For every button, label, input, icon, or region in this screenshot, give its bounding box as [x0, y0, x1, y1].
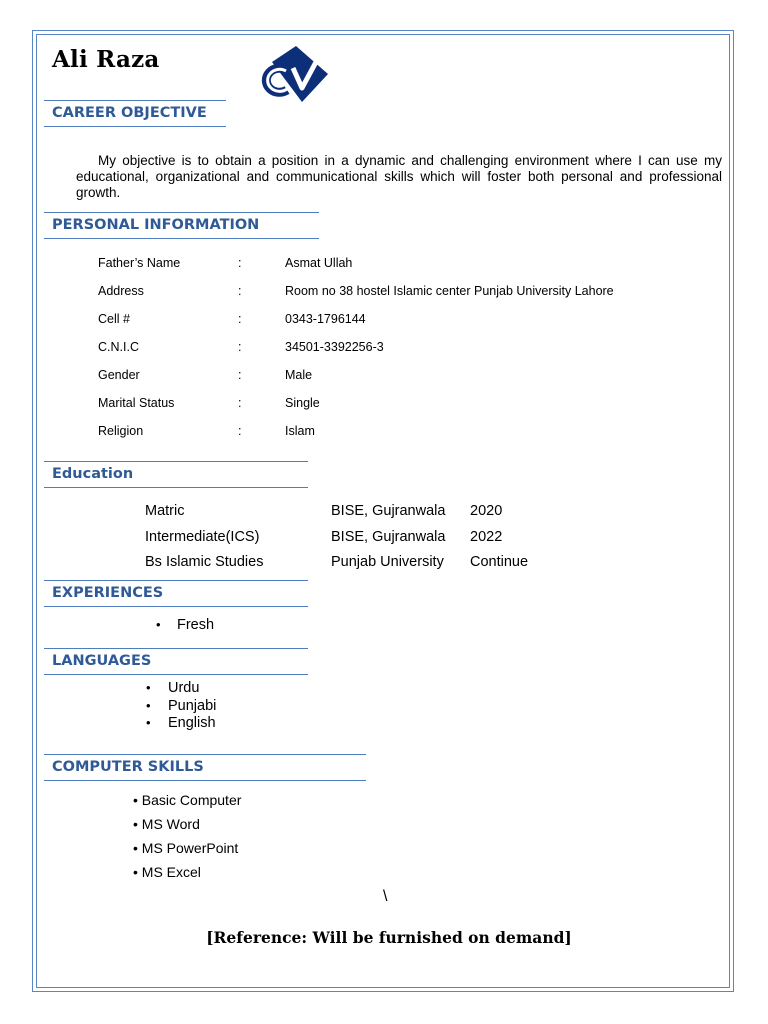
language-text: English: [168, 715, 216, 731]
career-objective-text: [76, 153, 722, 201]
info-separator: :: [238, 424, 242, 438]
list-item-skill: [133, 791, 241, 809]
info-label: C.N.I.C: [98, 340, 139, 354]
education-degree: Bs Islamic Studies: [145, 554, 264, 570]
section-header-experiences: EXPERIENCES: [44, 580, 308, 607]
info-value: Room no 38 hostel Islamic center Punjab University Lahore: [285, 284, 614, 298]
list-item-skill: [133, 839, 238, 857]
info-value: Asmat Ullah: [285, 256, 353, 270]
info-separator: :: [238, 396, 242, 410]
bullet-icon: •: [133, 840, 138, 856]
section-header-computer-skills: COMPUTER SKILLS: [44, 754, 366, 781]
education-board: BISE, Gujranwala: [331, 529, 446, 545]
bullet-icon: •: [146, 715, 151, 730]
bullet-icon: •: [146, 680, 151, 695]
list-item-skill: [133, 815, 200, 833]
education-degree: Intermediate(ICS): [145, 529, 260, 545]
education-board: BISE, Gujranwala: [331, 503, 446, 519]
reference-note: [Reference: Will be furnished on demand]: [206, 928, 572, 947]
bullet-icon: •: [146, 698, 151, 713]
info-label: Cell #: [98, 312, 130, 326]
stray-backslash: \: [383, 888, 388, 905]
info-separator: :: [238, 340, 242, 354]
info-separator: :: [238, 368, 242, 382]
bullet-icon: •: [133, 792, 138, 808]
info-value: Islam: [285, 424, 315, 438]
list-item-skill: [133, 863, 201, 881]
info-label: Religion: [98, 424, 144, 438]
section-header-languages: LANGUAGES: [44, 648, 308, 675]
info-value: 34501-3392256-3: [285, 340, 384, 354]
section-header-education: Education: [44, 461, 308, 488]
bullet-icon: •: [133, 816, 138, 832]
info-label: Marital Status: [98, 396, 175, 410]
language-text: Urdu: [168, 680, 200, 696]
education-year: 2022: [470, 529, 503, 545]
bullet-icon: •: [156, 617, 161, 632]
info-value: Single: [285, 396, 320, 410]
candidate-name: Ali Raza: [52, 46, 160, 73]
education-year: Continue: [470, 554, 529, 570]
skill-text: MS Excel: [141, 864, 201, 880]
education-year: 2020: [470, 503, 503, 519]
info-label: Address: [98, 284, 144, 298]
cv-logo-icon: [246, 44, 330, 110]
bullet-icon: •: [133, 864, 138, 880]
info-label: Gender: [98, 368, 140, 382]
education-degree: Matric: [145, 503, 185, 519]
info-value: 0343-1796144: [285, 312, 366, 326]
language-text: Punjabi: [168, 698, 217, 714]
experience-text: Fresh: [177, 617, 215, 633]
section-header-personal-information: PERSONAL INFORMATION: [44, 212, 319, 239]
skill-text: MS PowerPoint: [141, 840, 239, 856]
info-value: Male: [285, 368, 313, 382]
skill-text: Basic Computer: [141, 792, 242, 808]
education-board: Punjab University: [331, 554, 444, 570]
info-label: Father’s Name: [98, 256, 181, 270]
career-objective-paragraph: My objective is to obtain a position in a dynamic and challenging environment where I can use my educational, organizational and communicational skills which will foster both personal and professional growth.: [76, 153, 722, 200]
info-separator: :: [238, 284, 242, 298]
skill-text: MS Word: [141, 816, 200, 832]
section-header-career-objective: CAREER OBJECTIVE: [44, 100, 226, 127]
info-separator: :: [238, 256, 242, 270]
info-separator: :: [238, 312, 242, 326]
